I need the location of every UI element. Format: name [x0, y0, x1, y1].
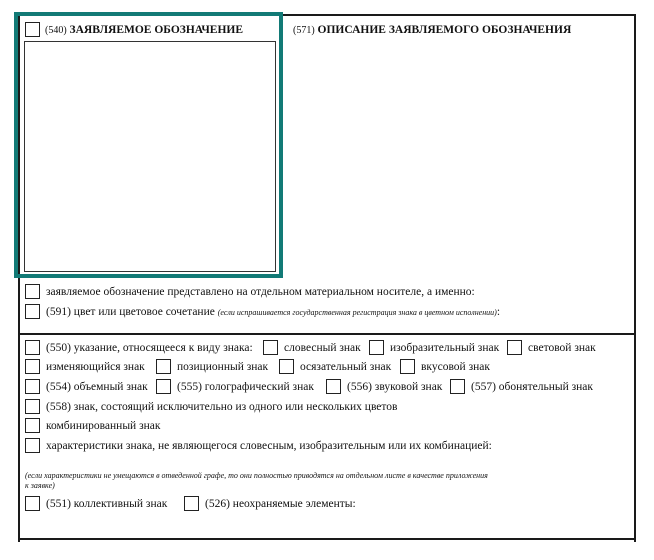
designation-title: ЗАЯВЛЯЕМОЕ ОБОЗНАЧЕНИЕ — [69, 24, 244, 36]
description-heading — [293, 23, 571, 38]
color-note: (если испрашивается государственная регистрация знака в цветном исполнении) — [217, 308, 497, 317]
color-row — [46, 305, 500, 320]
section-divider-bottom — [18, 538, 636, 540]
changing-mark-checkbox[interactable] — [25, 359, 40, 374]
colors-only-label: (558) знак, состоящий исключительно из одного или нескольких цветов — [46, 401, 398, 413]
taste-mark-checkbox[interactable] — [400, 359, 415, 374]
hologram-mark-checkbox[interactable] — [156, 379, 171, 394]
other-characteristics-checkbox[interactable] — [25, 438, 40, 453]
changing-mark-label: изменяющийся знак — [46, 361, 145, 373]
word-mark-label: словесный знак — [284, 342, 361, 354]
color-label: цвет или цветовое сочетание — [73, 306, 215, 318]
smell-mark-label: (557) обонятельный знак — [471, 381, 593, 393]
taste-mark-label: вкусовой знак — [421, 361, 490, 373]
hologram-mark-label: (555) голографический знак — [177, 381, 314, 393]
kind-checkbox[interactable] — [25, 340, 40, 355]
color-checkbox[interactable] — [25, 304, 40, 319]
sound-mark-label: (556) звуковой знак — [347, 381, 443, 393]
tactile-mark-label: осязательный знак — [300, 361, 392, 373]
collective-mark-checkbox[interactable] — [25, 496, 40, 511]
attachment-note-line1: (если характеристики не умещаются в отведенной графе, то они полностью приводятся на отдельном листе в качестве приложения — [25, 471, 488, 480]
smell-mark-checkbox[interactable] — [450, 379, 465, 394]
volumetric-mark-checkbox[interactable] — [25, 379, 40, 394]
color-code: (591) — [46, 306, 71, 318]
positional-mark-checkbox[interactable] — [156, 359, 171, 374]
tactile-mark-checkbox[interactable] — [279, 359, 294, 374]
combined-mark-checkbox[interactable] — [25, 418, 40, 433]
color-colon: : — [496, 306, 501, 318]
word-mark-checkbox[interactable] — [263, 340, 278, 355]
figurative-mark-checkbox[interactable] — [369, 340, 384, 355]
unprotected-elements-checkbox[interactable] — [184, 496, 199, 511]
positional-mark-label: позиционный знак — [177, 361, 269, 373]
figurative-mark-label: изобразительный знак — [390, 342, 500, 354]
kind-intro: (550) указание, относящееся к виду знака: — [46, 342, 253, 354]
volumetric-mark-label: (554) объемный знак — [46, 381, 148, 393]
other-characteristics-label: характеристики знака, не являющегося словесным, изобразительным или их комбинацией: — [46, 440, 492, 452]
light-mark-checkbox[interactable] — [507, 340, 522, 355]
description-code: (571) — [293, 25, 315, 36]
light-mark-label: световой знак — [528, 342, 596, 354]
separate-carrier-label: заявляемое обозначение представлено на отдельном материальном носителе, а именно: — [46, 286, 475, 298]
combined-mark-label: комбинированный знак — [46, 420, 161, 432]
description-title: ОПИСАНИЕ ЗАЯВЛЯЕМОГО ОБОЗНАЧЕНИЯ — [317, 24, 572, 36]
collective-mark-label: (551) коллективный знак — [46, 498, 168, 510]
designation-code: (540) — [45, 25, 67, 36]
section-divider — [18, 333, 636, 335]
sound-mark-checkbox[interactable] — [326, 379, 341, 394]
attachment-note-line2: к заявке) — [25, 481, 55, 490]
unprotected-elements-label: (526) неохраняемые элементы: — [205, 498, 356, 510]
highlight-frame — [14, 12, 283, 278]
separate-carrier-checkbox[interactable] — [25, 284, 40, 299]
colors-only-checkbox[interactable] — [25, 399, 40, 414]
